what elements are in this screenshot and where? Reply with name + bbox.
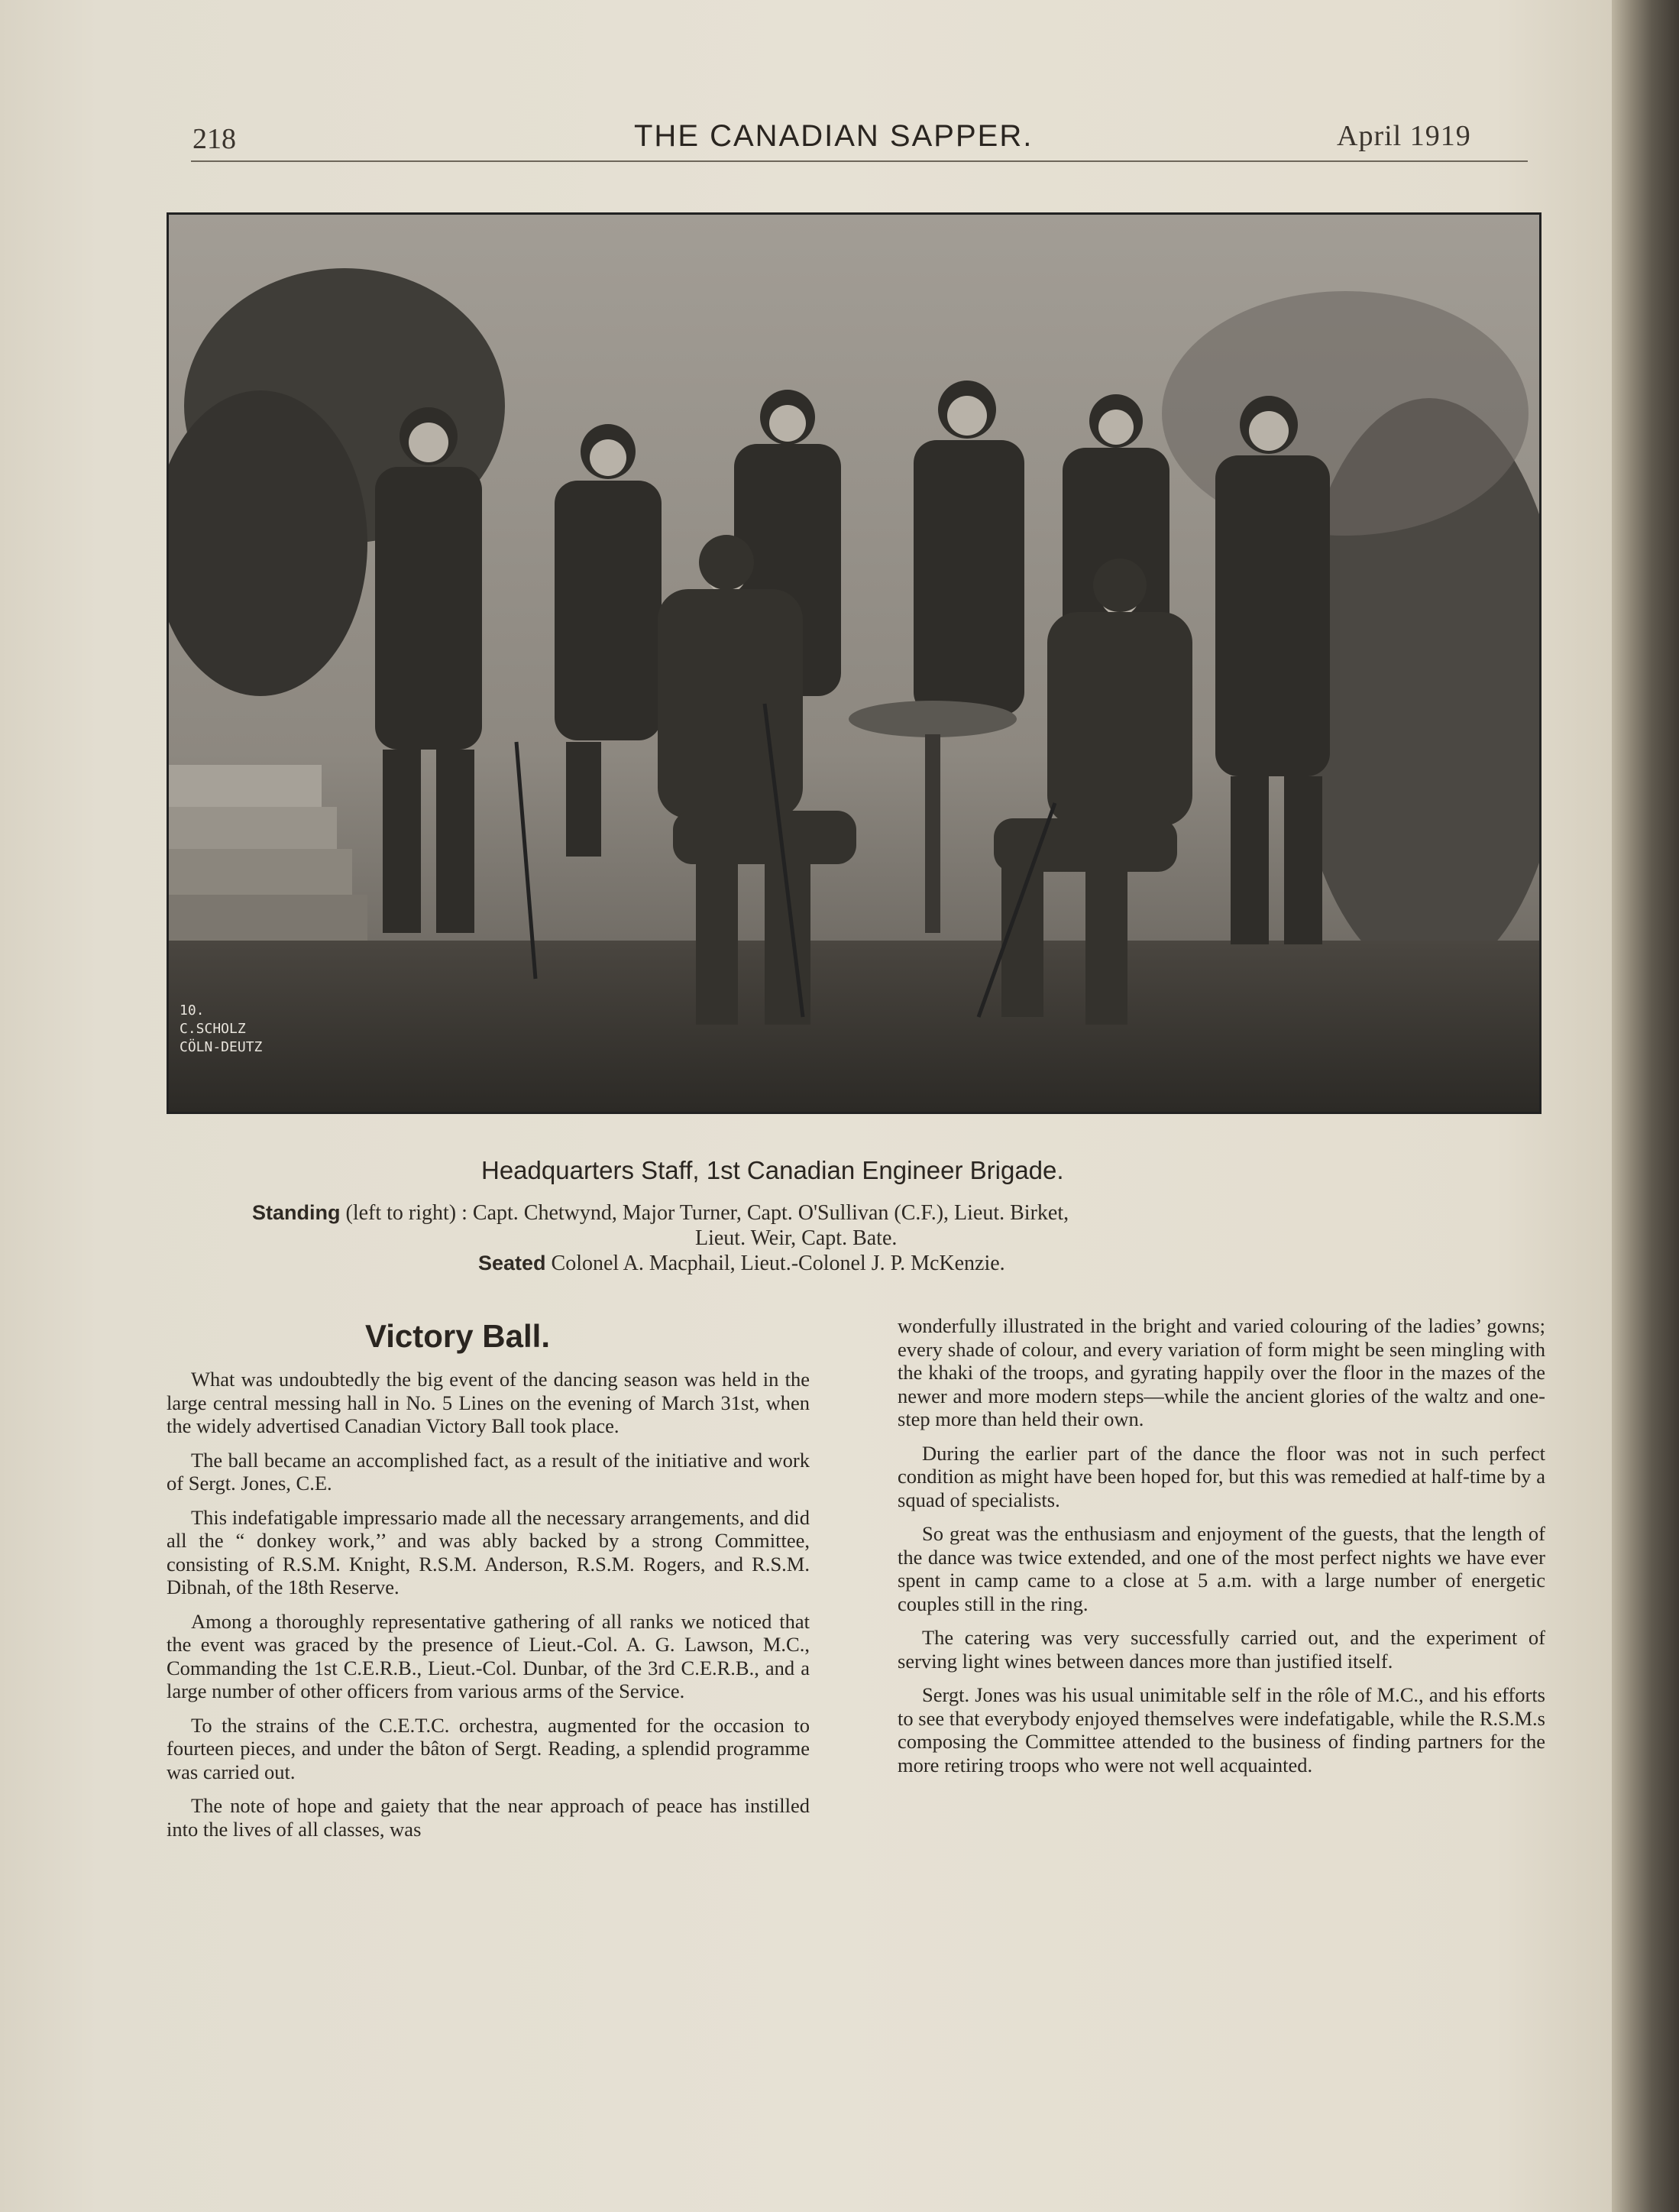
article-paragraph: The note of hope and gaiety that the near approach of peace has instilled into the lives of all classes, was bbox=[167, 1794, 810, 1841]
article-column-left bbox=[167, 1368, 810, 1851]
article-paragraph: What was undoubtedly the big event of the dancing season was held in the large central messing hall in No. 5 Lines on the evening of March 31st, when the widely advertised Canadian Victory Ball took place. bbox=[167, 1368, 810, 1437]
group-photograph bbox=[167, 212, 1542, 1114]
photo-caption-title: Headquarters Staff, 1st Canadian Engineer Brigade. bbox=[481, 1156, 1064, 1184]
caption-standing-label: Standing bbox=[252, 1201, 341, 1224]
caption-standing-line-2: Lieut. Weir, Capt. Bate. bbox=[695, 1226, 898, 1250]
caption-seated-line bbox=[478, 1252, 1005, 1276]
book-gutter bbox=[1612, 0, 1679, 2212]
photographer-mark: 10. C.SCHOLZ CÖLN-DEUTZ bbox=[180, 1002, 263, 1055]
article-column-right bbox=[898, 1314, 1545, 1787]
article-paragraph: The catering was very successfully carried out, and the experiment of serving light wines between dances more than justified itself. bbox=[898, 1626, 1545, 1673]
header-rule bbox=[191, 160, 1528, 162]
article-paragraph: To the strains of the C.E.T.C. orchestra, augmented for the occasion to fourteen pieces, and under the bâton of Sergt. Reading, a splendid programme was carried out. bbox=[167, 1713, 810, 1783]
caption-standing-line bbox=[252, 1201, 1069, 1226]
article-title: Victory Ball. bbox=[365, 1318, 550, 1354]
article-paragraph: Sergt. Jones was his usual unimitable self in the rôle of M.C., and his efforts to see that everybody enjoyed themselves were indefatigable, while the R.S.M.s composing the Committee attended to the business of finding partners for the more retiring troops who were not well acquainted. bbox=[898, 1683, 1545, 1776]
article-paragraph: wonderfully illustrated in the bright and varied colouring of the ladies’ gowns; every shade of colour, and every variation of form might be seen mingling with the khaki of the troops, and gyrating happily over the floor in the mazes of the newer and more modern steps—while the ancient glories of the waltz and one-step more than held their own. bbox=[898, 1314, 1545, 1430]
photo-illustration bbox=[169, 215, 1539, 1112]
page-number: 218 bbox=[192, 123, 236, 155]
caption-seated-text: Colonel A. Macphail, Lieut.-Colonel J. P. McKenzie. bbox=[551, 1252, 1005, 1275]
article-paragraph: So great was the enthusiasm and enjoyment of the guests, that the length of the dance was twice extended, and one of the most perfect nights we have ever spent in camp came to a close at 5 a.m. with a large number of energetic couples still in the ring. bbox=[898, 1522, 1545, 1615]
article-paragraph: Among a thoroughly representative gathering of all ranks we noticed that the event was graced by the presence of Lieut.-Col. A. G. Lawson, M.C., Commanding the 1st C.E.R.B., Lieut.-Col. Dunbar, of the 3rd C.E.R.B., and a large number of other officers from various arms of the Service. bbox=[167, 1609, 810, 1702]
article-paragraph: The ball became an accomplished fact, as a result of the initiative and work of Sergt. Jones, C.E. bbox=[167, 1448, 810, 1495]
caption-seated-label: Seated bbox=[478, 1252, 546, 1274]
issue-date: April 1919 bbox=[1337, 120, 1471, 152]
article-paragraph: During the earlier part of the dance the floor was not in such perfect condition as might have been hoped for, but this was remedied at half-time by a squad of specialists. bbox=[898, 1441, 1545, 1511]
journal-title: THE CANADIAN SAPPER. bbox=[634, 119, 1034, 153]
caption-standing-text: (left to right) : Capt. Chetwynd, Major Turner, Capt. O'Sullivan (C.F.), Lieut. Birket, bbox=[345, 1201, 1069, 1225]
article-paragraph: This indefatigable impressario made all the necessary arrangements, and did all the “ donkey work,’’ and was ably backed by a strong Committee, consisting of R.S.M. Knight, R.S.M. Anderson, R.S.M. Rogers, and R.S.M. Dibnah, of the 18th Reserve. bbox=[167, 1505, 810, 1598]
